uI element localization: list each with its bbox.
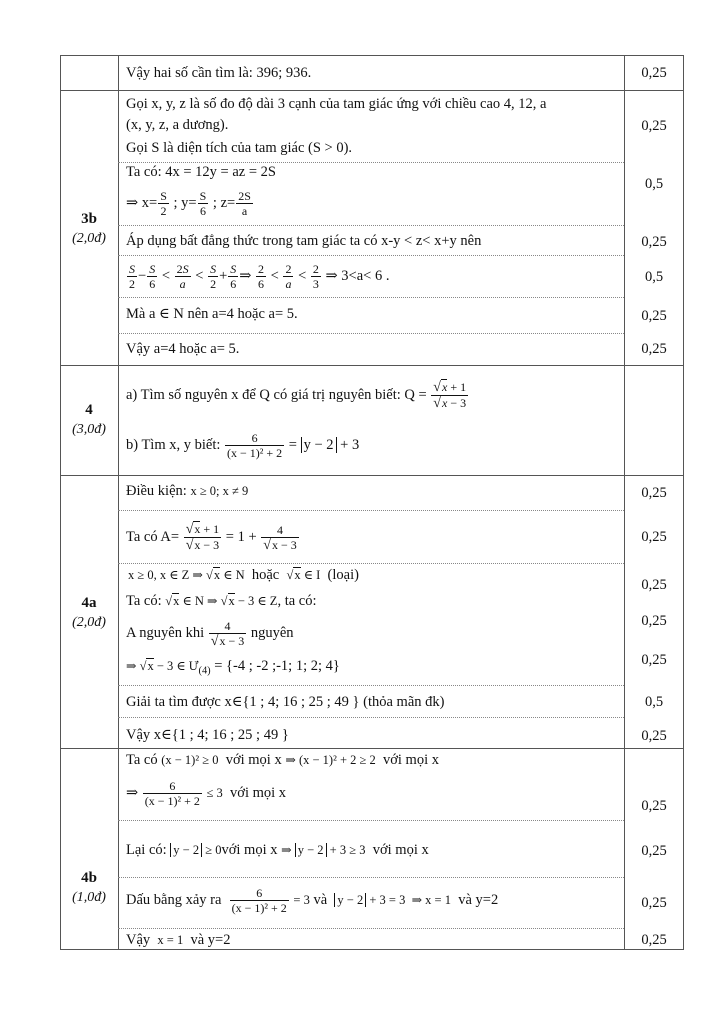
row-divider: [60, 748, 684, 749]
score: 0,25: [641, 798, 667, 814]
formula-line: x ≥ 0, x ∈ Z ⇒ √x ∈ N hoặc √x ∈ I (loại): [128, 567, 359, 583]
section-label-4b: 4b (1,0đ): [72, 870, 106, 905]
score: 0,25: [641, 895, 667, 911]
section-label-4: 4 (3,0đ): [72, 402, 106, 437]
row-divider: [60, 90, 684, 91]
score: 0,25: [641, 118, 667, 134]
row-divider: [60, 949, 684, 950]
subrow-divider: [118, 297, 624, 298]
subrow-divider: [118, 717, 624, 718]
text-line: Vậy a=4 hoặc a= 5.: [126, 341, 240, 357]
subrow-divider: [118, 563, 624, 564]
row-divider: [60, 365, 684, 366]
formula-line: Lại có: y − 2 ≥ 0với mọi x ⇒ y − 2 + 3 ≥ 3 với mọi x: [126, 842, 429, 858]
score: 0,25: [641, 932, 667, 948]
subrow-divider: [118, 333, 624, 334]
score: 0,25: [641, 308, 667, 324]
score: 0,25: [641, 577, 667, 593]
table-border-left: [60, 55, 61, 950]
text-line: Giải ta tìm được x∈{1 ; 4; 16 ; 25 ; 49 } (thỏa mãn đk): [126, 694, 445, 710]
score: 0,25: [641, 529, 667, 545]
text-line: Gọi S là diện tích của tam giác (S > 0).: [126, 140, 353, 156]
formula-line: ⇒ x= $\frac{S}{2}$ ; y= $\frac{S}{6}$ ; z= $\frac{2S}{a}$: [126, 189, 251, 219]
column-divider: [118, 55, 119, 950]
score: 0,25: [641, 485, 667, 501]
formula-line: Ta có: √x ∈ N ⇒ √x − 3 ∈ Z, ta có:: [126, 593, 317, 609]
score: 0,25: [641, 843, 667, 859]
subrow-divider: [118, 510, 624, 511]
subrow-divider: [118, 255, 624, 256]
subrow-divider: [118, 225, 624, 226]
score: 0,25: [641, 65, 667, 81]
answer-line: Vậy hai số cần tìm là: 396; 936.: [126, 65, 312, 81]
formula-line: ⇒ √x − 3 ∈ $Ư_{(4)} = \{-4$ ; -2 ;-1; 1; 2; 4}: [126, 658, 340, 677]
score: 0,25: [641, 728, 667, 744]
formula-line: Dấu bằng xảy ra $\frac{6}{\text{(x − 1)² + 2}}$ = 3 và y − 2 + 3 = 3 ⇒ x = 1 và y=2: [126, 886, 499, 916]
subrow-divider: [118, 685, 624, 686]
subrow-divider: [118, 877, 624, 878]
score: 0,5: [644, 269, 664, 285]
text-line: Ta có: 4x = 12y = az = 2S: [126, 164, 276, 180]
score: 0,25: [641, 613, 667, 629]
text-line: Gọi x, y, z là số đo độ dài 3 cạnh của tam giác ứng với chiều cao 4, 12, a: [126, 96, 547, 112]
row-divider: [60, 55, 684, 56]
row-divider: [60, 475, 684, 476]
subrow-divider: [118, 820, 624, 821]
score: 0,25: [641, 341, 667, 357]
question-4b: b) Tìm x, y biết: $\frac{6}{\text{(x − 1)² + 2}}$ = y − 2 + 3: [126, 431, 360, 461]
score: 0,5: [644, 694, 664, 710]
section-label-3b: 3b (2,0đ): [72, 211, 106, 246]
question-4a: a) Tìm số nguyên x để Q có giá trị nguyên biết: Q = $\frac{√x + 1}{√x - 3}$: [126, 380, 467, 412]
section-label-4a: 4a (2,0đ): [72, 595, 106, 630]
formula-line: Ta có A= $\frac{√x + 1}{√x - 3}$ = 1 + $\frac{4}{√x - 3}$: [126, 522, 297, 554]
formula-line: ⇒ $\frac{6}{\text{(x − 1)² + 2}}$ ≤ 3 với mọi x: [126, 779, 287, 809]
score: 0,25: [641, 234, 667, 250]
subrow-divider: [118, 928, 624, 929]
score: 0,5: [644, 176, 664, 192]
formula-line: Vậy x = 1 và y=2: [126, 932, 231, 948]
score: 0,25: [641, 652, 667, 668]
text-line: Mà a ∈ N nên a=4 hoặc a= 5.: [126, 306, 298, 322]
formula-line: $\frac{S}{2}$ − $\frac{S}{6}$ < $\frac{2S}{a}$ < $\frac{S}{2}$ + $\frac{S}{6}$ ⇒ $\frac{2}{6}$ < $\frac{2}{a}$ < $\frac{2}{3}$ ⇒ 3<a< 6 .: [129, 262, 390, 292]
formula-line: Ta có (x − 1)² ≥ 0 với mọi x ⇒ (x − 1)² + 2 ≥ 2 với mọi x: [126, 752, 439, 768]
formula-line: A nguyên khi $\frac{4}{√x - 3}$ nguyên: [126, 618, 294, 649]
answer-table: [60, 55, 684, 950]
text-line: Áp dụng bất đẳng thức trong tam giác ta có x-y < z< x+y nên: [126, 233, 482, 249]
condition-line: Điều kiện: x ≥ 0; x ≠ 9: [126, 483, 249, 499]
text-line: Vậy x∈{1 ; 4; 16 ; 25 ; 49 }: [126, 727, 289, 743]
text-line: (x, y, z, a dương).: [126, 117, 229, 133]
